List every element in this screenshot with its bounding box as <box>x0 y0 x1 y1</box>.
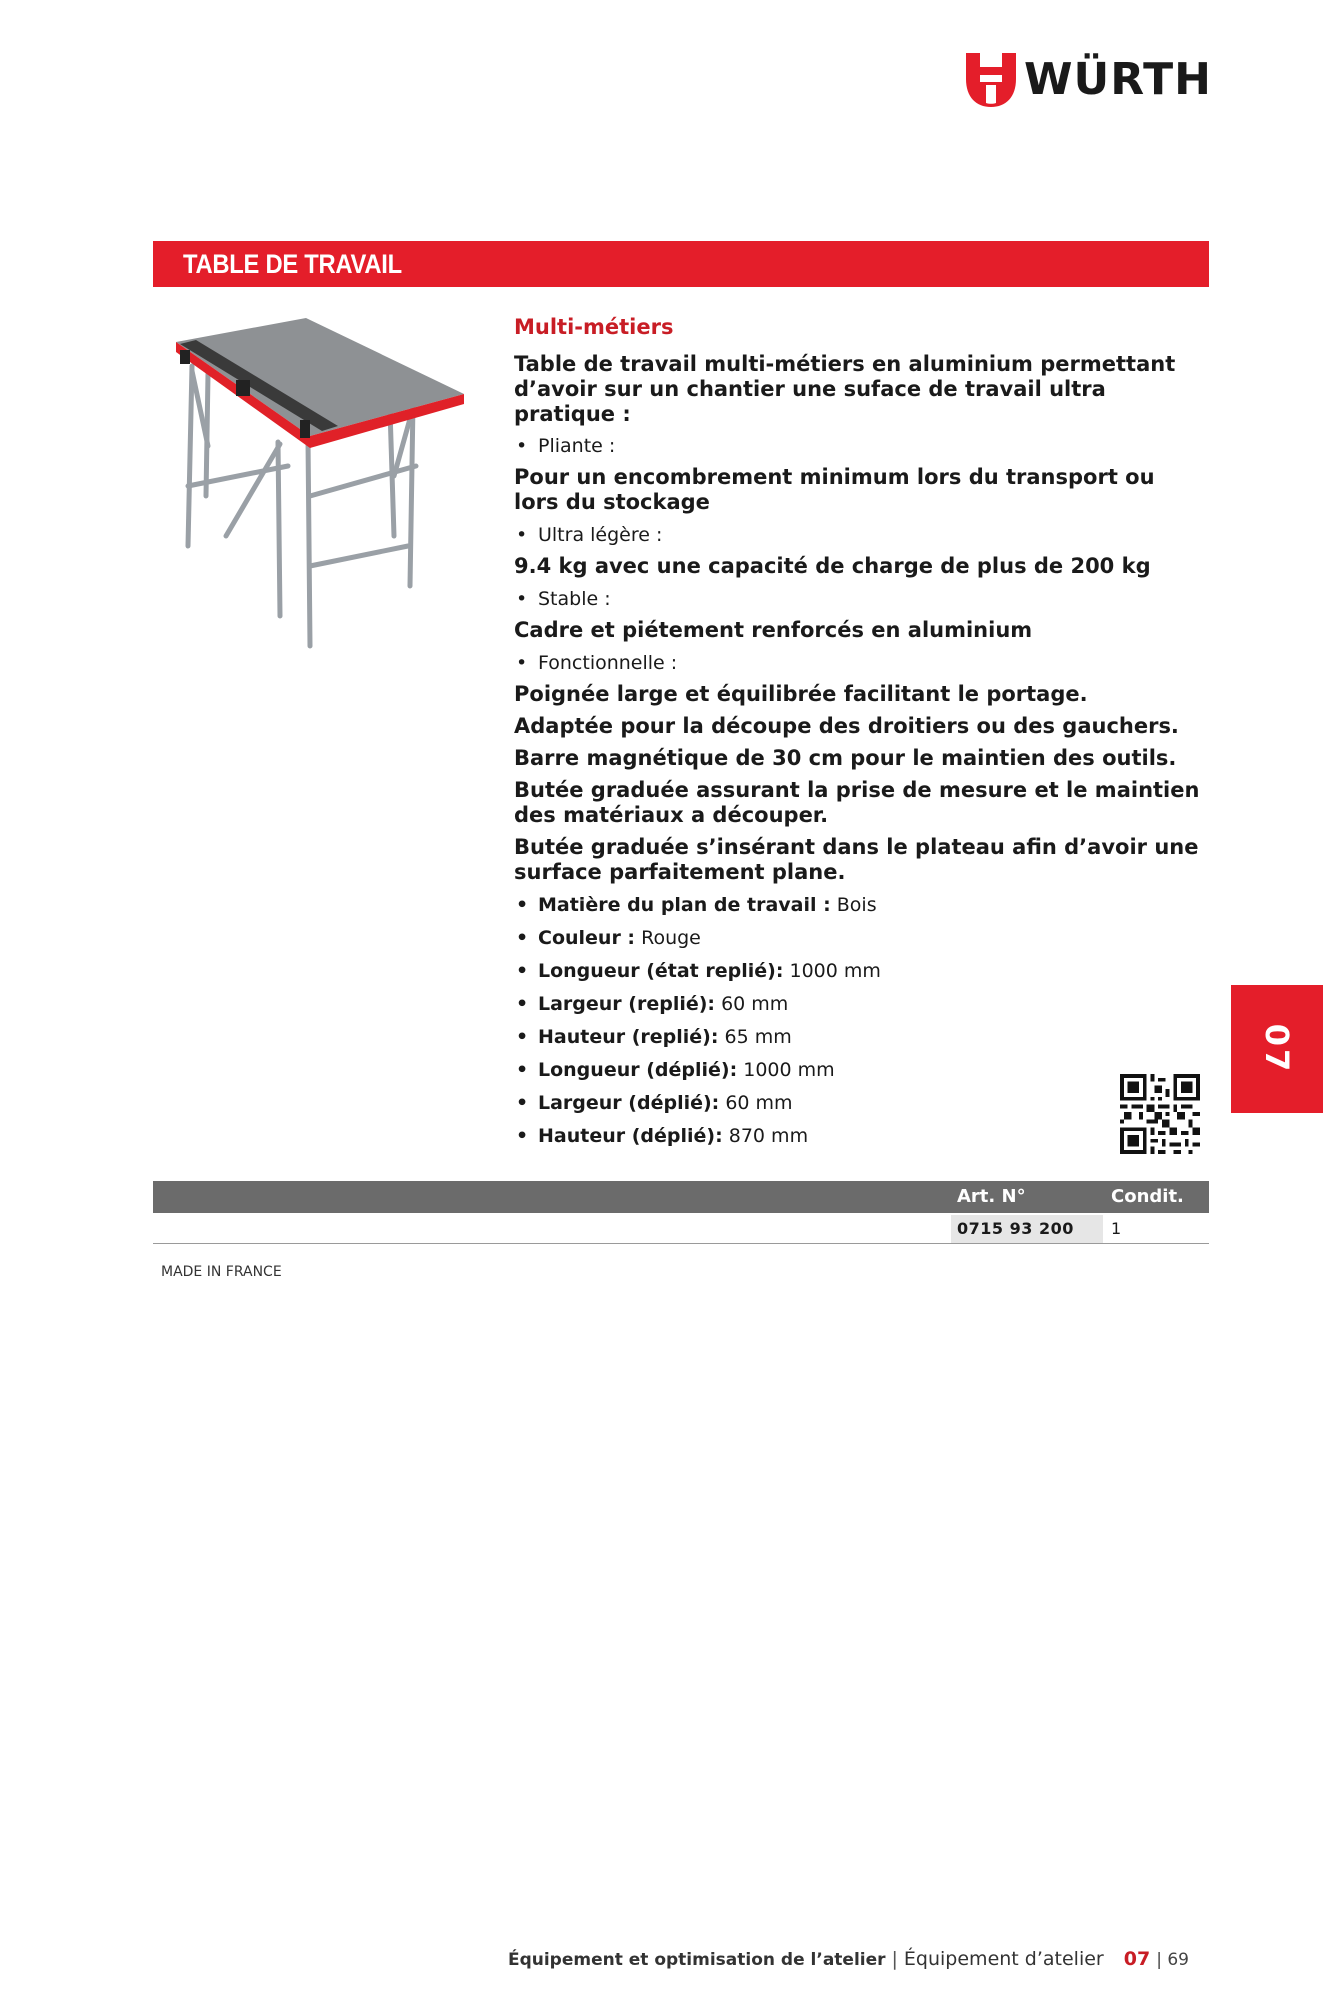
spec-item <box>514 892 1204 918</box>
spec-label: Matière du plan de travail : <box>538 894 831 916</box>
spec-item <box>514 1057 1204 1083</box>
footer-category: Équipement et optimisation de l’atelier <box>507 1950 886 1970</box>
spec-value: Rouge <box>641 927 701 949</box>
header-conditioning: Condit. <box>1111 1186 1184 1207</box>
spec-label: Largeur (replié): <box>538 993 716 1015</box>
spec-item <box>514 925 1204 951</box>
spec-label: Longueur (déplié): <box>538 1059 738 1081</box>
feature-detail: Cadre et piétement renforcés en aluminium <box>514 618 1033 642</box>
spec-value: 60 mm <box>725 1092 793 1114</box>
spec-value: 60 mm <box>721 993 789 1015</box>
spec-label: Hauteur (replié): <box>538 1026 719 1048</box>
feature-detail: Poignée large et équilibrée facilitant le portage. <box>514 682 1088 706</box>
qr-code[interactable] <box>1119 1074 1201 1154</box>
origin-label: MADE IN FRANCE <box>161 1264 282 1280</box>
conditioning-value: 1 <box>1111 1219 1122 1238</box>
chapter-tab[interactable] <box>1231 985 1323 1113</box>
footer-subcategory: Équipement d’atelier <box>903 1948 1104 1970</box>
extra-line: Barre magnétique de 30 cm pour le maintien des outils. <box>514 746 1177 770</box>
section-title-bar <box>153 241 1209 287</box>
spec-value: 1000 mm <box>789 960 881 982</box>
spec-value: 870 mm <box>728 1125 809 1147</box>
page-footer <box>508 1948 1189 1970</box>
spec-value: Bois <box>836 894 877 916</box>
spec-label: Hauteur (déplié): <box>538 1125 723 1147</box>
product-intro: Table de travail multi-métiers en aluminium permettant d’avoir sur un chantier une suface de travail ultra pratique : <box>514 352 1176 426</box>
header-art-number: Art. N° <box>957 1186 1026 1207</box>
spec-item <box>514 1090 1204 1116</box>
footer-separator: | <box>891 1948 898 1970</box>
spec-value: 65 mm <box>724 1026 792 1048</box>
extra-line: Butée graduée assurant la prise de mesure et le maintien des matériaux a découper. <box>514 778 1200 827</box>
table-row <box>153 1215 1209 1244</box>
footer-chapter: 07 <box>1123 1948 1151 1970</box>
wurth-logo <box>966 52 1212 108</box>
feature-detail: Pour un encombrement minimum lors du transport ou lors du stockage <box>514 465 1155 514</box>
spec-label: Largeur (déplié): <box>538 1092 720 1114</box>
wurth-emblem-icon <box>966 53 1016 107</box>
extra-line: Butée graduée s’insérant dans le plateau afin d’avoir une surface parfaitement plane. <box>514 835 1199 884</box>
article-table-header <box>153 1181 1209 1213</box>
extra-line: Adaptée pour la découpe des droitiers ou des gauchers. <box>514 714 1179 738</box>
product-subtitle: Multi-métiers <box>514 315 674 339</box>
spec-item <box>514 1123 1204 1149</box>
footer-page-number: | 69 <box>1156 1950 1189 1970</box>
feature-bullet: • Ultra légère : <box>514 522 1204 548</box>
feature-bullet: • Fonctionnelle : <box>514 650 1204 676</box>
brand-name: WÜRTH <box>1024 54 1213 105</box>
feature-bullet: • Stable : <box>514 586 1204 612</box>
chapter-tab-number: 07 <box>1258 1023 1296 1075</box>
spec-label: Couleur : <box>538 927 636 949</box>
spec-value: 1000 mm <box>743 1059 835 1081</box>
spec-item <box>514 991 1204 1017</box>
feature-bullet: • Pliante : <box>514 433 1204 459</box>
product-description <box>514 315 1204 1156</box>
spec-item <box>514 1024 1204 1050</box>
spec-item <box>514 958 1204 984</box>
spec-label: Longueur (état replié): <box>538 960 784 982</box>
section-title: TABLE DE TRAVAIL <box>183 249 402 279</box>
feature-detail: 9.4 kg avec une capacité de charge de plus de 200 kg <box>514 554 1151 578</box>
work-table-image <box>168 316 478 656</box>
art-number-value: 0715 93 200 <box>951 1215 1103 1243</box>
